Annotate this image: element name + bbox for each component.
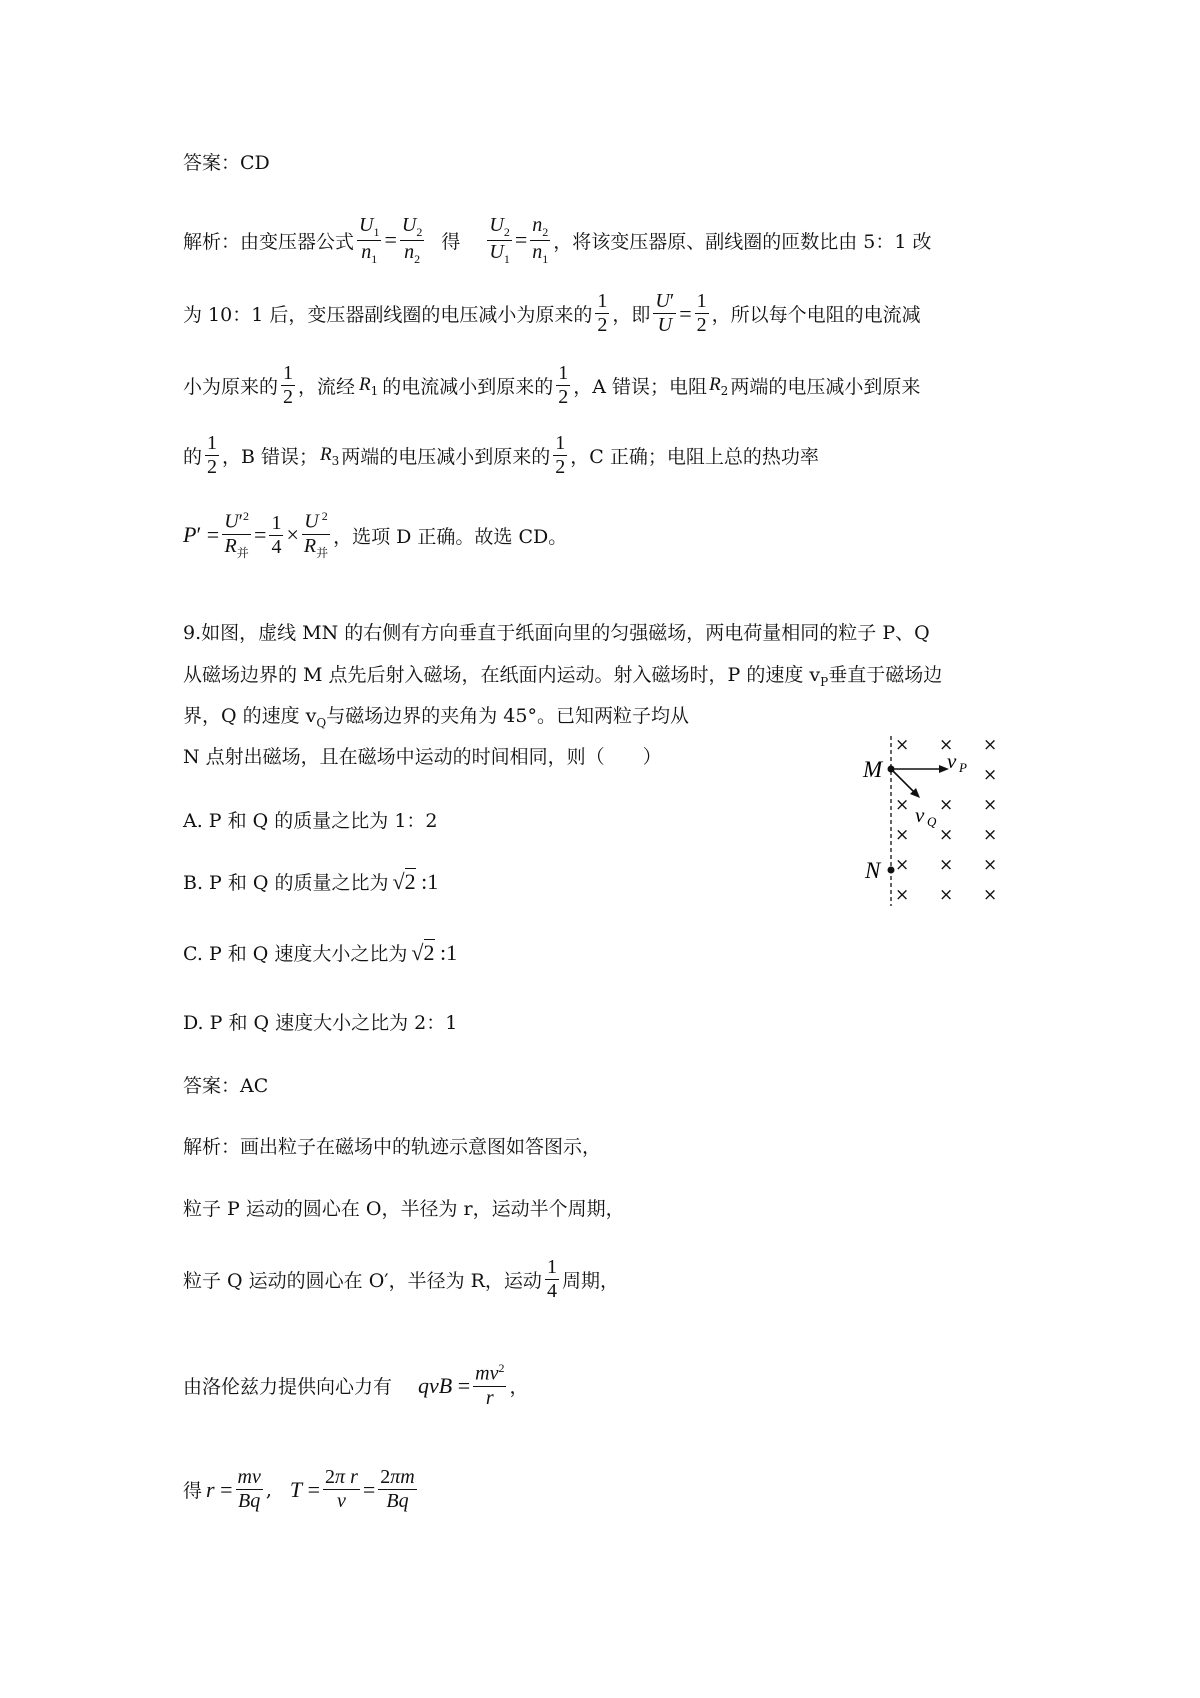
q9-analysis-line3: 粒子 Q 运动的圆心在 O′，半径为 R，运动 $\frac{1}{4}$ 周期， xyxy=(183,1256,619,1302)
label-vp: v xyxy=(947,749,957,773)
label-n: N xyxy=(865,858,881,883)
fraction-half: $\frac{1}{2}$ xyxy=(696,290,707,336)
q9-analysis-line5: 得 r = $\frac{mv}{Bq}$ , T = $\frac{\text{2π r}}{v}$ = $\frac{2\pi m}{Bq}$ xyxy=(183,1466,415,1512)
q9-analysis-line2: 粒子 P 运动的圆心在 O，半径为 r，运动半个周期， xyxy=(183,1198,625,1220)
q9-analysis-line1: 解析：画出粒子在磁场中的轨迹示意图如答图示， xyxy=(183,1136,602,1158)
svg-text:×: × xyxy=(895,735,910,755)
q9-option-a: A. P 和 Q 的质量之比为 1：2 xyxy=(183,810,438,832)
formula-u1-n1: $\frac{U_1}{n_1}$ xyxy=(359,214,380,266)
formula-u2-u1: $\frac{U_2}{U_1}$ xyxy=(489,214,510,266)
magnetic-field-figure xyxy=(845,730,1015,910)
svg-text:×: × xyxy=(939,855,954,875)
fraction-half: $\frac{1}{2}$ xyxy=(558,362,569,408)
fraction-half: $\frac{1}{2}$ xyxy=(555,432,566,478)
fraction-u-prime-u: $\frac{U'}{U}$ xyxy=(655,290,675,336)
formula-u2-n2: $\frac{U_2}{n_2}$ xyxy=(401,214,423,266)
svg-text:×: × xyxy=(939,735,954,755)
svg-text:P: P xyxy=(959,760,967,775)
q9-stem-line1: 9.如图，虚线 MN 的右侧有方向垂直于纸面向里的匀强磁场，两电荷量相同的粒子 P、Q xyxy=(183,622,930,644)
q8-answer: 答案：CD xyxy=(183,152,270,174)
svg-text:×: × xyxy=(939,885,954,905)
svg-text:×: × xyxy=(939,825,954,845)
svg-text:×: × xyxy=(895,885,910,905)
label-vq: v xyxy=(915,803,925,827)
q9-stem-line4: N 点射出磁场，且在磁场中运动的时间相同，则（ ） xyxy=(183,746,662,768)
q9-stem-line2: 从磁场边界的 M 点先后射入磁场，在纸面内运动。射入磁场时，P 的速度 $v_P$垂直于磁场边 xyxy=(183,664,943,689)
svg-text:×: × xyxy=(983,855,998,875)
svg-text:×: × xyxy=(895,825,910,845)
label-m: M xyxy=(863,757,883,782)
q8-analysis-line4: 的 $\frac{1}{2}$ ，B 错误； $R_3$ 两端的电压减小到原来的 $\frac{1}{2}$ ，C 正确；电阻上总的热功率 xyxy=(183,432,819,478)
q8-analysis-line3: 小为原来的 $\frac{1}{2}$ ，流经 $R_1$ 的电流减小到原来的 $\frac{1}{2}$ ，A 错误；电阻 $R_2$ 两端的电压减小到原来 xyxy=(183,362,921,408)
svg-text:×: × xyxy=(983,885,998,905)
svg-text:×: × xyxy=(983,735,998,755)
fraction-half: $\frac{1}{2}$ xyxy=(597,290,608,336)
svg-text:×: × xyxy=(983,765,998,785)
svg-text:×: × xyxy=(983,795,998,815)
q9-option-b: B. P 和 Q 的质量之比为 √2 :1 xyxy=(183,868,439,894)
q8-analysis-line2: 为 10：1 后，变压器副线圈的电压减小为原来的 $\frac{1}{2}$ ，即 $\frac{U'}{U}$ = $\frac{1}{2}$ ，所以每个电阻的电流减 xyxy=(183,290,921,336)
q8-power-formula: P′ = $\frac{U'^2}{R_并}$ = $\frac{1}{4}$ × $\frac{U ^2}{R_并}$ ，选项 D 正确。故选 CD。 xyxy=(183,509,568,560)
fraction-half: $\frac{1}{2}$ xyxy=(283,362,294,408)
point-n xyxy=(888,867,895,874)
q9-answer: 答案：AC xyxy=(183,1075,269,1097)
svg-text:×: × xyxy=(983,825,998,845)
q9-analysis-line4: 由洛伦兹力提供向心力有 qvB = $\frac{mv^2}{r}$ ， xyxy=(183,1361,529,1409)
q8-analysis-line1: 解析：由变压器公式 $\frac{U_1}{n_1}$ = $\frac{U_2}{n_2}$ 得 $\frac{U_2}{U_1}$ = $\frac{n_2}{n_1}$ ，将该变压器原、副线圈的匝数比由 5：1 改 xyxy=(183,214,932,266)
svg-text:×: × xyxy=(895,795,910,815)
svg-text:×: × xyxy=(895,855,910,875)
q9-option-c: C. P 和 Q 速度大小之比为 √2 :1 xyxy=(183,939,458,965)
fraction-half: $\frac{1}{2}$ xyxy=(207,432,218,478)
q9-stem-line3: 界，Q 的速度 $v_Q$与磁场边界的夹角为 45°。已知两粒子均从 xyxy=(183,705,689,730)
svg-text:Q: Q xyxy=(927,814,937,829)
formula-n2-n1: $\frac{n_2}{n_1}$ xyxy=(532,214,549,266)
analysis-prefix: 解析：由变压器公式 xyxy=(183,230,355,253)
q9-option-d: D. P 和 Q 速度大小之比为 2：1 xyxy=(183,1012,458,1034)
svg-text:×: × xyxy=(939,795,954,815)
